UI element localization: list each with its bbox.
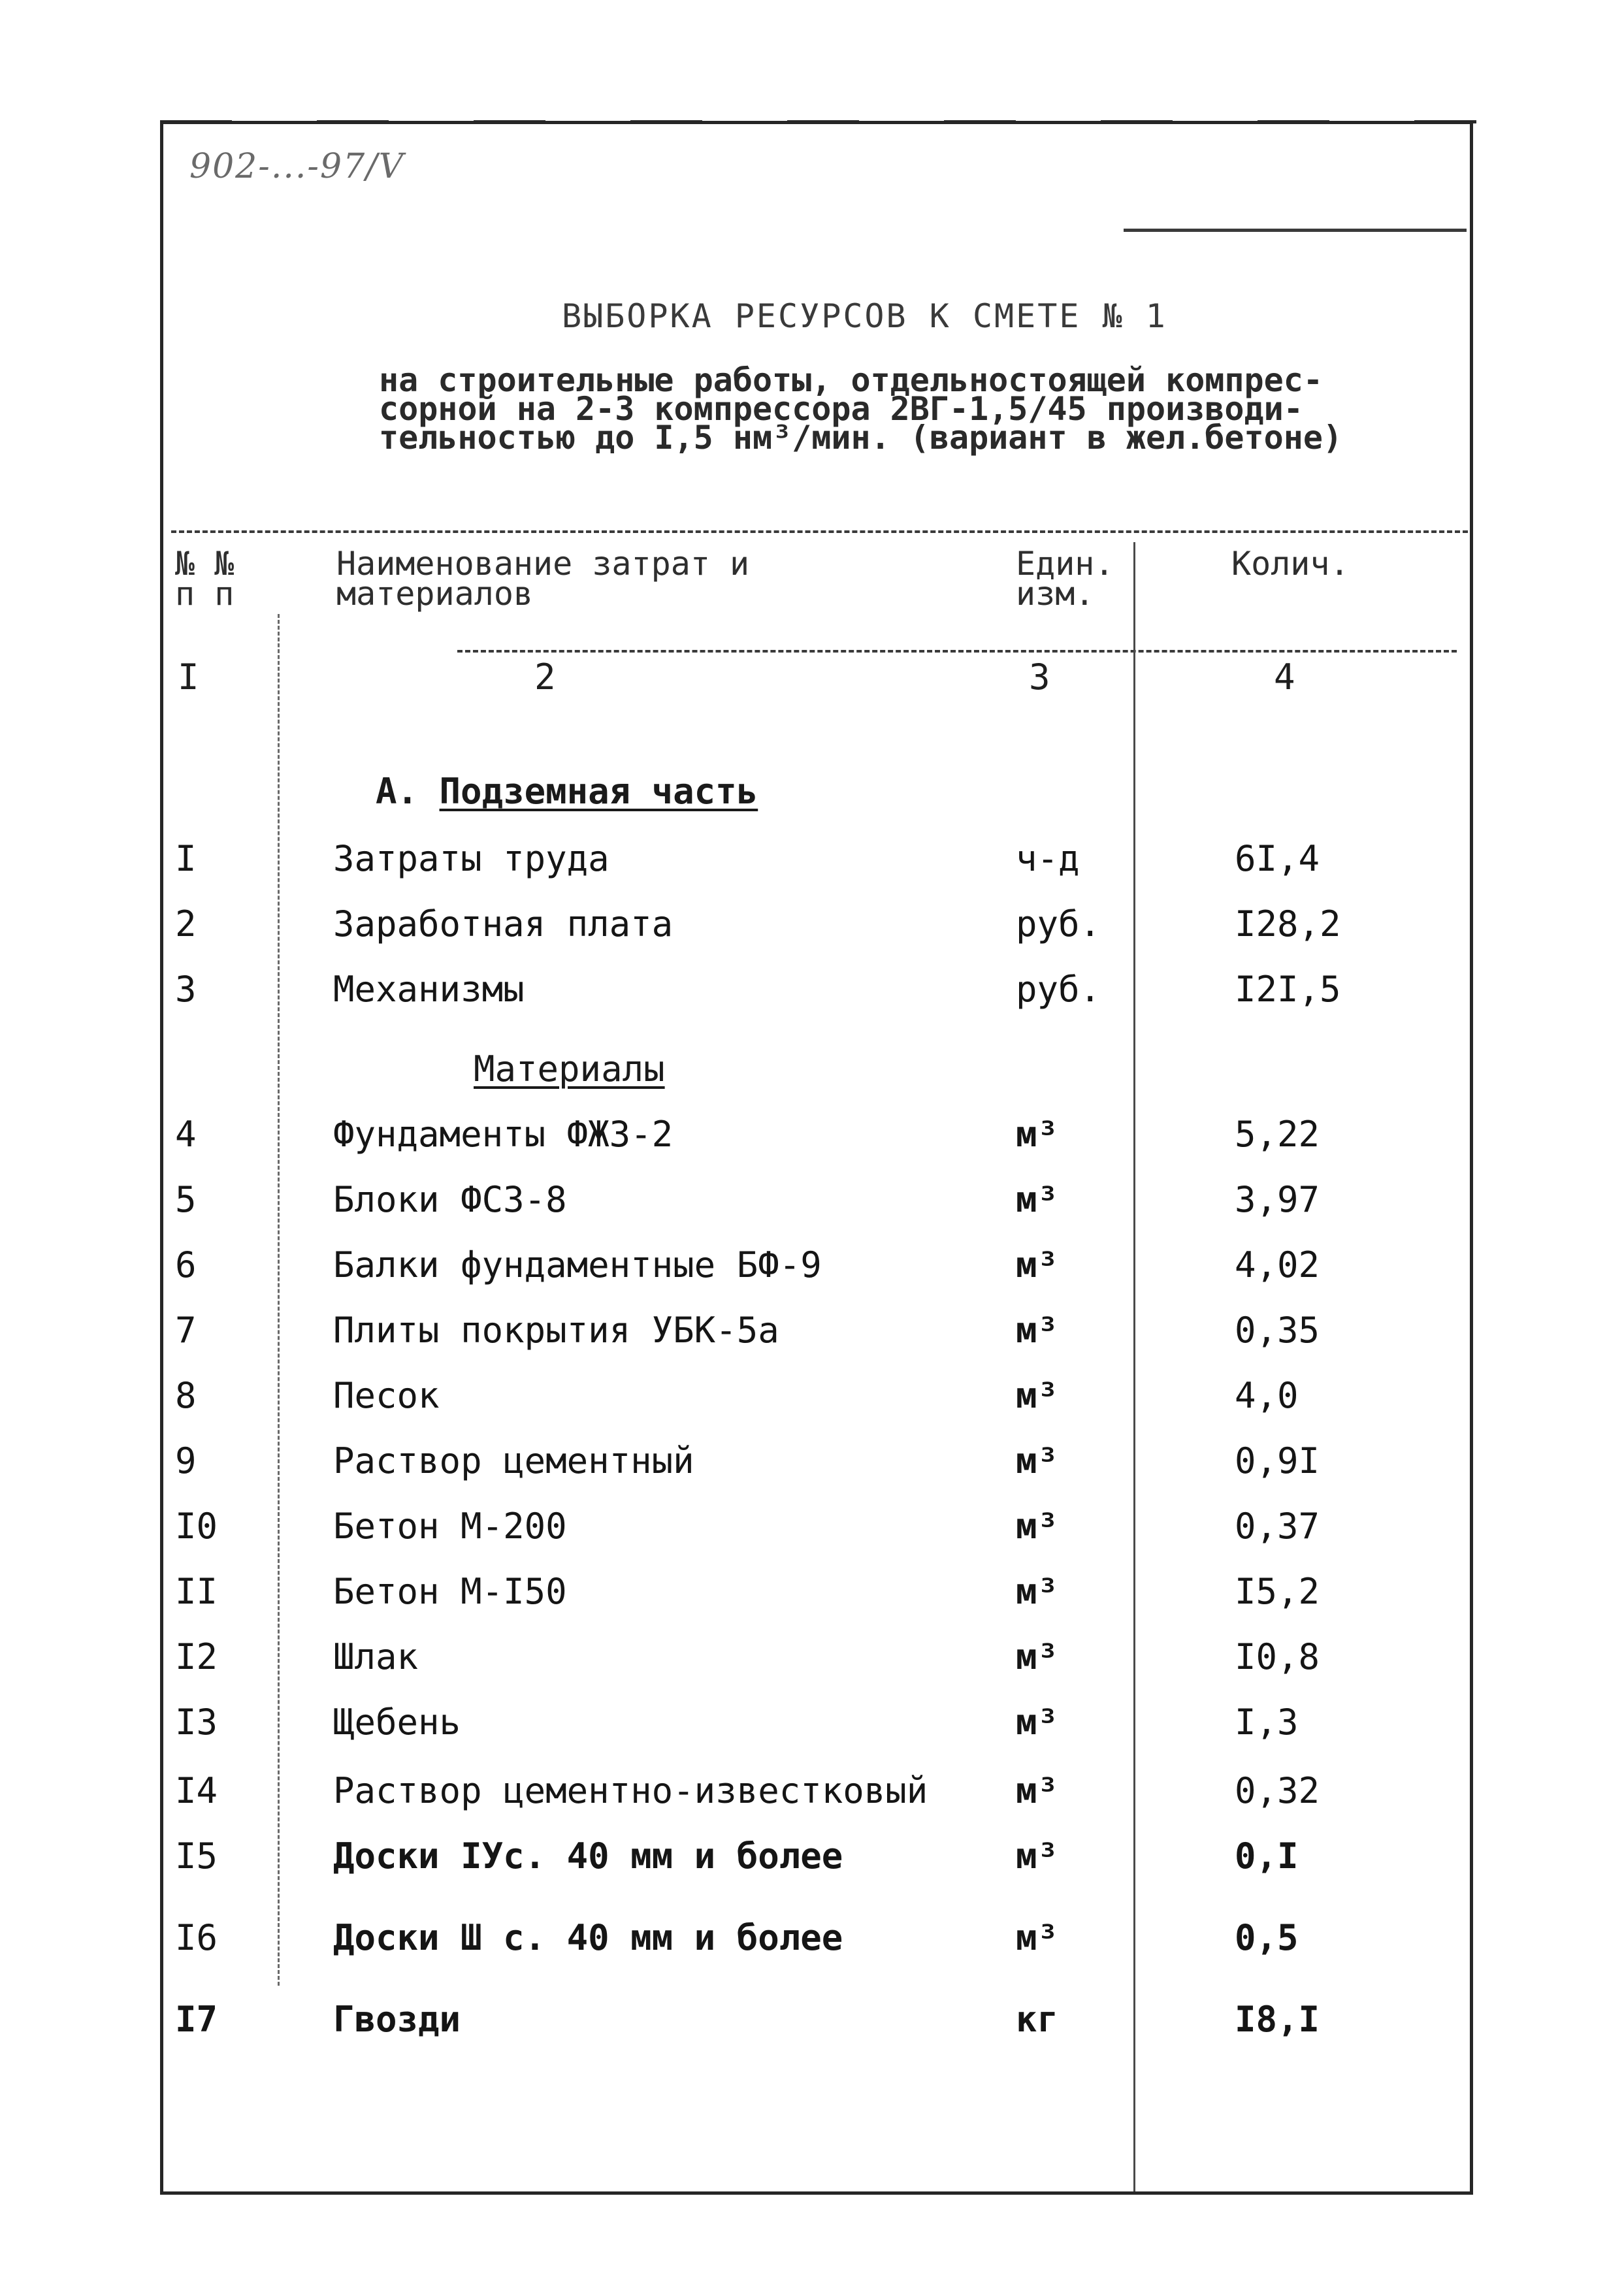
- table-row: [0, 1702, 1624, 1747]
- row-name: Щебень: [333, 1702, 461, 1743]
- table-row: [0, 1999, 1624, 2044]
- row-qty: 5,22: [1235, 1114, 1320, 1155]
- row-num: I: [175, 838, 197, 879]
- table-row: [0, 969, 1624, 1014]
- header-name: Наименование затрат и материалов: [336, 545, 750, 613]
- row-qty: 6I,4: [1235, 838, 1320, 879]
- row-num: 8: [175, 1375, 197, 1416]
- row-num: 2: [175, 903, 197, 945]
- row-qty: 0,I: [1235, 1835, 1299, 1877]
- row-num: I7: [175, 1999, 218, 2040]
- row-name: Раствор цементный: [333, 1440, 694, 1481]
- row-num: I2: [175, 1636, 218, 1677]
- table-row: [0, 1310, 1624, 1355]
- table-row: [0, 903, 1624, 949]
- section-a-heading: [376, 771, 758, 812]
- table-row: [0, 1179, 1624, 1225]
- column-number-4: 4: [1274, 656, 1295, 698]
- column-number-1: I: [178, 656, 199, 698]
- header-unit: Един. изм.: [1016, 545, 1114, 613]
- row-unit: м³: [1016, 1770, 1059, 1811]
- column-number-3: 3: [1029, 656, 1050, 698]
- row-unit: м³: [1016, 1835, 1059, 1877]
- row-unit: кг: [1016, 1999, 1059, 2040]
- row-qty: I5,2: [1235, 1571, 1320, 1612]
- row-unit: руб.: [1016, 903, 1101, 945]
- section-a-title: Подземная часть: [439, 771, 758, 812]
- table-row: [0, 1636, 1624, 1682]
- row-qty: 0,9I: [1235, 1440, 1320, 1481]
- table-row: [0, 1440, 1624, 1486]
- row-unit: м³: [1016, 1310, 1059, 1351]
- row-unit: м³: [1016, 1506, 1059, 1547]
- table-row: [0, 1835, 1624, 1881]
- row-qty: 3,97: [1235, 1179, 1320, 1220]
- row-num: 6: [175, 1244, 197, 1285]
- row-unit: м³: [1016, 1917, 1059, 1958]
- document-title: ВЫБОРКА РЕСУРСОВ К СМЕТЕ № 1: [562, 297, 1167, 335]
- table-row: [0, 1375, 1624, 1421]
- row-num: I0: [175, 1506, 218, 1547]
- row-name: Механизмы: [333, 969, 525, 1010]
- table-row: [0, 1114, 1624, 1159]
- table-row: [0, 1917, 1624, 1963]
- row-name: Затраты труда: [333, 838, 609, 879]
- row-num: II: [175, 1571, 218, 1612]
- table-top-rule: [171, 530, 1468, 533]
- table-row: [0, 1770, 1624, 1816]
- row-unit: м³: [1016, 1636, 1059, 1677]
- row-qty: 4,02: [1235, 1244, 1320, 1285]
- row-name: Заработная плата: [333, 903, 674, 945]
- row-name: Раствор цементно-известковый: [333, 1770, 928, 1811]
- row-qty: 4,0: [1235, 1375, 1299, 1416]
- row-num: 7: [175, 1310, 197, 1351]
- document-code: 902-...-97/V: [189, 147, 405, 186]
- row-name: Шлак: [333, 1636, 419, 1677]
- row-unit: руб.: [1016, 969, 1101, 1010]
- row-name: Доски Ш с. 40 мм и более: [333, 1917, 843, 1958]
- row-unit: ч-д: [1016, 838, 1080, 879]
- row-qty: I8,I: [1235, 1999, 1320, 2040]
- row-qty: 0,35: [1235, 1310, 1320, 1351]
- table-row: [0, 1571, 1624, 1617]
- row-num: 4: [175, 1114, 197, 1155]
- row-name: Бетон М-I50: [333, 1571, 567, 1612]
- row-name: Бетон М-200: [333, 1506, 567, 1547]
- document-subtitle: на строительные работы, отдельностоящей компрес- сорной на 2-3 компрессора 2ВГ-1,5/45 производи- тельностью до I,5 нм³/мин. (вариант в жел.бетоне): [379, 361, 1343, 457]
- header-qty: Колич.: [1231, 545, 1350, 583]
- row-num: 5: [175, 1179, 197, 1220]
- table-header-rule: [457, 650, 1457, 653]
- row-num: I3: [175, 1702, 218, 1743]
- row-name: Фундаменты ФЖЗ-2: [333, 1114, 674, 1155]
- row-name: Доски IУс. 40 мм и более: [333, 1835, 843, 1877]
- row-unit: м³: [1016, 1440, 1059, 1481]
- row-name: Блоки ФСЗ-8: [333, 1179, 567, 1220]
- section-a-prefix: А.: [376, 771, 419, 812]
- row-unit: м³: [1016, 1179, 1059, 1220]
- row-unit: м³: [1016, 1571, 1059, 1612]
- table-row: [0, 1506, 1624, 1551]
- row-name: Песок: [333, 1375, 440, 1416]
- row-name: Плиты покрытия УБК-5а: [333, 1310, 779, 1351]
- table-row: [0, 1244, 1624, 1290]
- row-name: Балки фундаментные БФ-9: [333, 1244, 822, 1285]
- materials-heading: Материалы: [474, 1048, 665, 1090]
- row-name: Гвозди: [333, 1999, 461, 2040]
- header-num: № № п п: [175, 545, 235, 613]
- row-qty: 0,32: [1235, 1770, 1320, 1811]
- column-number-2: 2: [534, 656, 556, 698]
- row-qty: 0,5: [1235, 1917, 1299, 1958]
- header-rule: [1124, 229, 1467, 232]
- row-num: 9: [175, 1440, 197, 1481]
- row-qty: I,3: [1235, 1702, 1299, 1743]
- row-qty: I28,2: [1235, 903, 1341, 945]
- table-row: [0, 838, 1624, 884]
- row-qty: I0,8: [1235, 1636, 1320, 1677]
- row-num: I4: [175, 1770, 218, 1811]
- row-num: 3: [175, 969, 197, 1010]
- row-unit: м³: [1016, 1244, 1059, 1285]
- row-unit: м³: [1016, 1375, 1059, 1416]
- row-num: I6: [175, 1917, 218, 1958]
- row-qty: I2I,5: [1235, 969, 1341, 1010]
- row-qty: 0,37: [1235, 1506, 1320, 1547]
- row-unit: м³: [1016, 1702, 1059, 1743]
- row-num: I5: [175, 1835, 218, 1877]
- row-unit: м³: [1016, 1114, 1059, 1155]
